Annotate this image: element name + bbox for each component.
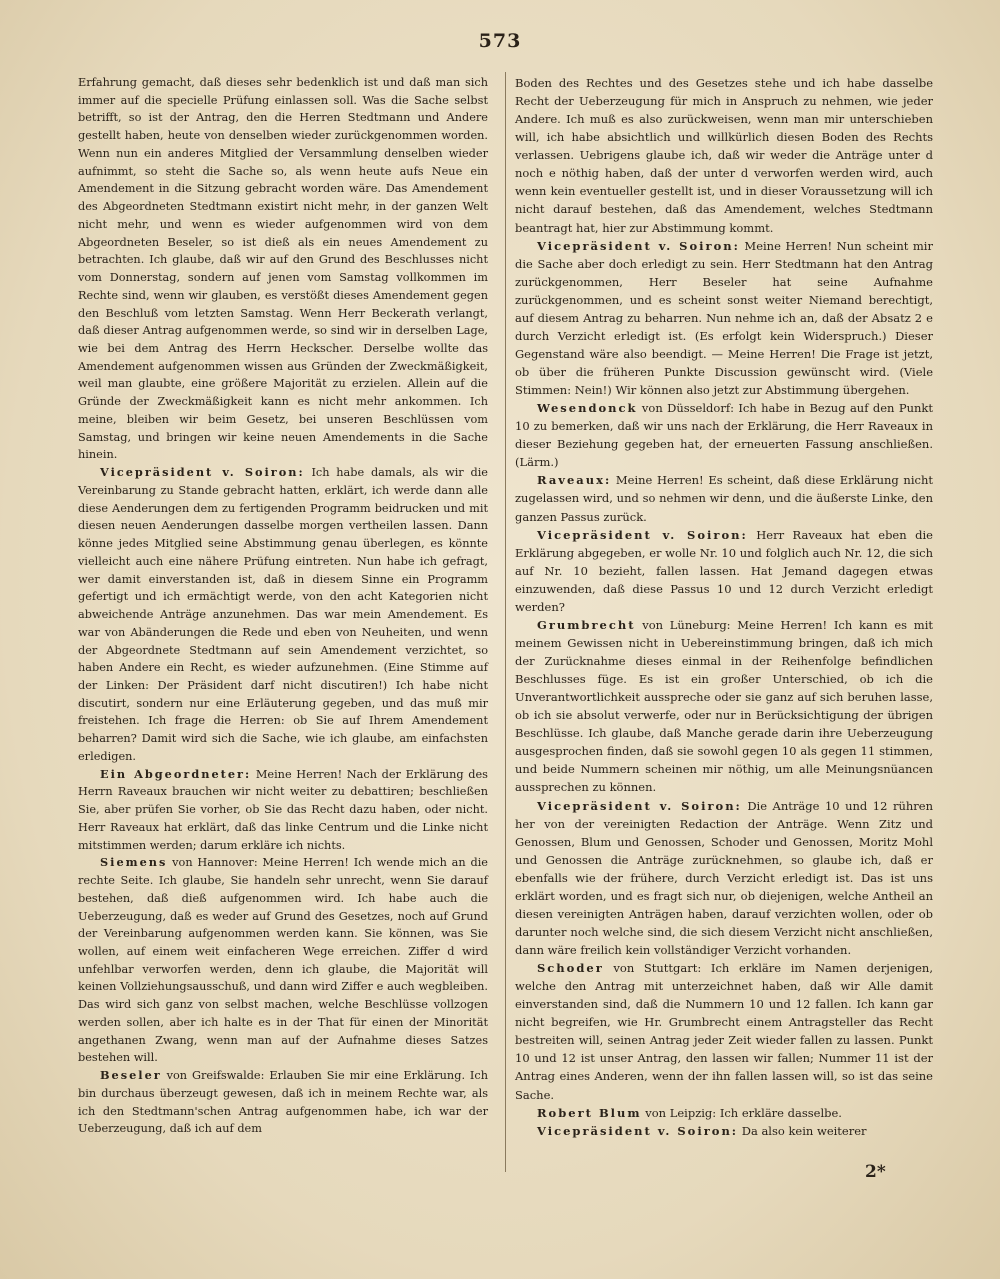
page-number: 573 bbox=[478, 30, 522, 52]
speaker-name: Ein Abgeordneter: bbox=[100, 766, 252, 781]
paragraph-text: Da also kein weiterer bbox=[738, 1123, 867, 1138]
paragraph-text: Boden des Rechtes und des Gesetzes stehe und ich habe dasselbe Recht der Ueberzeugung für mich in Anspruch zu nehmen, wie jeder Andere. Ich muß es also zurückweisen, wenn man mir unterschieben will, ich habe absichtlich und willkürlich diesen Boden des Rechts verlassen. Uebrigens glaube ich, daß wir weder die Anträge unter d noch e nöthig haben, daß der unter d verworfen werden wird, auch wenn kein eventueller gestellt ist, und in dieser Voraussetzung will ich nicht darauf bestehen, daß das Amendement, welches Stedtmann beantragt hat, hier zur Abstimmung kommt. bbox=[515, 76, 933, 235]
column-divider bbox=[505, 72, 506, 1172]
paragraph bbox=[515, 74, 933, 237]
speaker-name: Siemens bbox=[100, 855, 168, 870]
right-column bbox=[515, 74, 933, 1140]
speaker-name: Raveaux: bbox=[537, 473, 612, 488]
paragraph-text: Meine Herren! Nach der Erklärung des Herrn Raveaux brauchen wir nicht weiter zu debattiren; beschließen Sie, aber prüfen Sie vorher, ob Sie das Recht dazu haben, oder nicht. Herr Raveaux hat erklärt, daß das linke Centrum und die Linke nicht mitstimmen werden; darum erkläre ich nichts. bbox=[78, 767, 488, 852]
paragraph-text: Erfahrung gemacht, daß dieses sehr bedenklich ist und daß man sich immer auf die specielle Prüfung einlassen soll. Was die Sache selbst betrifft, so ist der Antrag, den die Herren Stedtmann und Andere gestellt haben, heute von denselben wieder zurückgenommen worden. Wenn nun ein anderes Mitglied der Versammlung denselben wieder aufnimmt, so steht die Sache so, als wenn heute aufs Neue ein Amendement in die Sitzung gebracht worden wäre. Das Amendement des Abgeordneten Stedtmann existirt nicht mehr, in der ganzen Welt nicht mehr, und wenn es wieder aufgenommen wird von dem Abgeordneten Beseler, so ist dieß als ein neues Amendement zu betrachten. Ich glaube, daß wir auf den Grund des Beschlusses nicht vom Donnerstag, sondern auf jenen vom Samstag vollkommen im Rechte sind, wenn wir glauben, es verstößt dieses Amendement gegen den Beschluß vom letzten Samstag. Wenn Herr Beckerath verlangt, daß dieser Antrag aufgenommen werde, so sind wir in derselben Lage, wie bei dem Antrag des Herrn Heckscher. Derselbe wollte das Amendement aufgenommen wissen aus Gründen der Zweckmäßigkeit, weil man glaubte, eine größere Majorität zu erzielen. Allein auf die Gründe der Zweckmäßigkeit kann es nicht mehr ankommen. Ich meine, bleiben wir beim Gesetz, bei unseren Beschlüssen vom Samstag, und bringen wir keine neuen Amendements in die Sache hinein. bbox=[78, 76, 488, 462]
left-column bbox=[78, 74, 488, 1138]
paragraph bbox=[515, 1104, 933, 1122]
paragraph bbox=[515, 237, 933, 400]
paragraph-text: von Lüneburg: Meine Herren! Ich kann es mit meinem Gewissen nicht in Uebereinstimmung bringen, daß ich mich der Zurücknahme dieses einmal in der Reihenfolge befindlichen Beschlusses füge. Es ist ein großer Unterschied, ob ich die Unverantwortlichkeit ausspreche oder sie ganz auf sich beruhen lasse, ob ich sie absolut verwerfe, oder nur in Berücksichtigung der übrigen Beschlüsse. Ich glaube, daß Manche gerade darin ihre Ueberzeugung ausgesprochen finden, daß sie sowohl gegen 10 als gegen 11 stimmen, und beide Nummern scheinen mir nöthig, um alle Meinungsnüancen aussprechen zu können. bbox=[515, 617, 933, 795]
paragraph-text: Die Anträge 10 und 12 rühren her von der vereinigten Redaction der Anträge. Wenn Zitz und Genossen, Blum und Genossen, Schoder und Genossen, Moritz Mohl und Genossen die Anträge zurücknehmen, so glaube ich, daß er ebenfalls wie der frühere, durch Verzicht erledigt ist. Das ist uns erklärt worden, und es fragt sich nur, ob diejenigen, welche Antheil an diesen vereinigten Anträgen haben, darauf verzichten wollen, oder ob darunter noch welche sind, die sich diesem Verzicht nicht anschließen, dann wäre freilich kein vollständiger Verzicht vorhanden. bbox=[515, 798, 933, 957]
paragraph-text: von Greifswalde: Erlauben Sie mir eine Erklärung. Ich bin durchaus überzeugt gewesen, daß ich in meinem Rechte war, als ich den Stedtmann'schen Antrag aufgenommen habe, ich war der Ueberzeugung, daß ich auf dem bbox=[78, 1069, 488, 1136]
paragraph bbox=[515, 797, 933, 960]
speaker-name: Beseler bbox=[100, 1068, 162, 1083]
speaker-name: Robert Blum bbox=[537, 1105, 642, 1120]
paragraph-text: Ich habe damals, als wir die Vereinbarung zu Stande gebracht hatten, erklärt, ich werde dann alle diese Aenderungen dem zu fertigenden Programm beidrucken und mit diesen neuen Aenderungen dasselbe morgen vertheilen lassen. Dann könne jedes Mitglied seine Abstimmung genau überlegen, es könnte vielleicht auch eine nähere Prüfung eintreten. Nun habe ich gefragt, wer damit einverstanden ist, daß in diesem Sinne ein Programm gefertigt und ich ermächtigt werde, von den acht Kategorien nicht abweichende Anträge anzunehmen. Das war mein Amendement. Es war von Abänderungen die Rede und eben von Neuheiten, und wenn der Abgeordnete Stedtmann auf sein Amendement verzichtet, so haben Andere ein Recht, es wieder aufzunehmen. (Eine Stimme auf der Linken: Der Präsident darf nicht discutiren!) Ich habe nicht discutirt, sondern nur eine Erläuterung gegeben, und das muß mir freistehen. Ich frage die Herren: ob Sie auf Ihrem Amendement beharren? Damit wird sich die Sache, wie ich glaube, am einfachsten erledigen. bbox=[78, 466, 488, 763]
speaker-name: Vicepräsident v. Soiron: bbox=[100, 465, 305, 480]
paragraph bbox=[78, 74, 488, 464]
paragraph-text: von Düsseldorf: Ich habe in Bezug auf den Punkt 10 zu bemerken, daß wir uns nach der Erklärung, die Herr Raveaux in dieser Beziehung gegeben hat, der erneuerten Fassung anschließen. (Lärm.) bbox=[515, 401, 933, 470]
paragraph bbox=[515, 471, 933, 525]
paragraph-text: Herr Raveaux hat eben die Erklärung abgegeben, er wolle Nr. 10 und folglich auch Nr. 12, die sich auf Nr. 10 bezieht, fallen lassen. Hat Jemand dagegen etwas einzuwenden, daß diese Passus 10 und 12 durch Verzicht erledigt werden? bbox=[515, 527, 933, 614]
paragraph bbox=[78, 854, 488, 1067]
paragraph-text: Meine Herren! Nun scheint mir die Sache aber doch erledigt zu sein. Herr Stedtmann hat den Antrag zurückgenommen, Herr Beseler hat seine Aufnahme zurückgenommen, und es scheint sonst weiter Niemand berechtigt, auf diesem Antrag zu beharren. Nun nehme ich an, daß der Absatz 2 e durch Verzicht erledigt ist. (Es erfolgt kein Widerspruch.) Dieser Gegenstand wäre also beendigt. — Meine Herren! Die Frage ist jetzt, ob über die früheren Punkte Discussion gewünscht wird. (Viele Stimmen: Nein!) Wir können also jetzt zur Abstimmung übergehen. bbox=[515, 238, 933, 398]
paragraph-text: von Leipzig: Ich erkläre dasselbe. bbox=[641, 1105, 842, 1120]
speaker-name: Vicepräsident v. Soiron: bbox=[537, 527, 748, 542]
paragraph bbox=[515, 959, 933, 1104]
paragraph bbox=[515, 616, 933, 797]
speaker-name: Wesendonck bbox=[537, 401, 638, 416]
speaker-name: Schoder bbox=[537, 961, 604, 976]
paragraph bbox=[515, 1122, 933, 1140]
speaker-name: Vicepräsident v. Soiron: bbox=[537, 238, 740, 253]
speaker-name: Grumbrecht bbox=[537, 617, 636, 632]
paragraph-text: Meine Herren! Es scheint, daß diese Erklärung nicht zugelassen wird, und so nehmen wir denn, und die äußerste Linke, den ganzen Passus zurück. bbox=[515, 473, 933, 524]
paragraph bbox=[515, 399, 933, 471]
paragraph bbox=[78, 464, 488, 765]
signature-mark: 2* bbox=[865, 1162, 886, 1182]
paragraph-text: von Stuttgart: Ich erkläre im Namen derjenigen, welche den Antrag mit unterzeichnet haben, daß wir Alle damit einverstanden sind, daß die Nummern 10 und 12 fallen. Ich kann gar nicht begreifen, wie Hr. Grumbrecht einem Antragsteller das Recht bestreiten will, seinen Antrag jeder Zeit wieder fallen zu lassen. Punkt 10 und 12 ist unser Antrag, den lassen wir fallen; Nummer 11 ist der Antrag eines Anderen, wenn der ihn fallen lassen will, so ist das seine Sache. bbox=[515, 961, 933, 1102]
paragraph-text: von Hannover: Meine Herren! Ich wende mich an die rechte Seite. Ich glaube, Sie handeln sehr unrecht, wenn Sie darauf bestehen, daß dieß aufgenommen wird. Ich habe auch die Ueberzeugung, daß es weder auf Grund des Gesetzes, noch auf Grund der Vereinbarung aufgenommen werden kann. Sie können, was Sie wollen, auf einem weit einfacheren Wege erreichen. Ziffer d wird unfehlbar verworfen werden, denn ich glaube, die Majorität will keinen Vollziehungsausschuß, und dann wird Ziffer e auch wegbleiben. Das wird sich ganz von selbst machen, welche Beschlüsse vollzogen werden sollen, aber ich halte es in der That für einen der Minorität angethanen Zwang, wenn man auf der Aufnahme dieses Satzes bestehen will. bbox=[78, 856, 488, 1065]
paragraph bbox=[78, 766, 488, 855]
paragraph bbox=[515, 526, 933, 616]
speaker-name: Vicepräsident v. Soiron: bbox=[537, 1123, 739, 1138]
speaker-name: Vicepräsident v. Soiron: bbox=[537, 798, 742, 813]
paragraph bbox=[78, 1067, 488, 1138]
